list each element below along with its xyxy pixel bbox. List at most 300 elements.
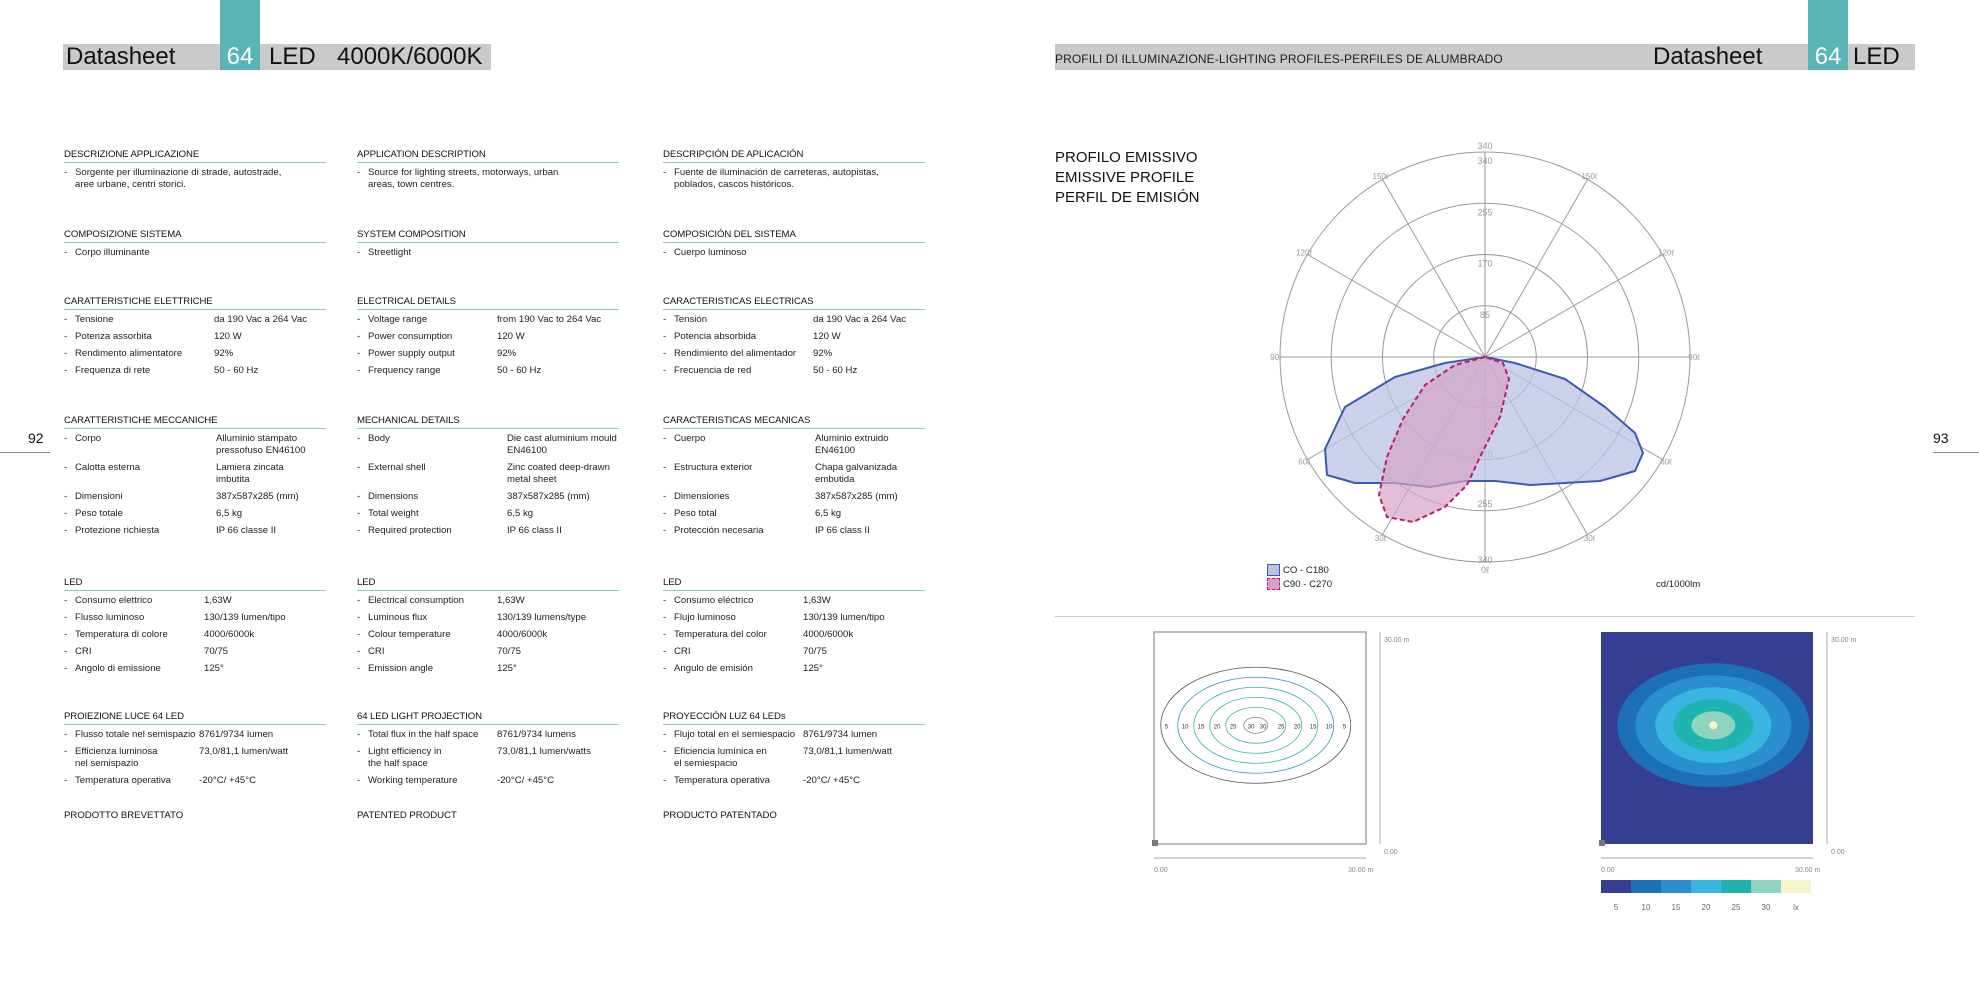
legend-swatch-c90 xyxy=(1267,578,1280,590)
spec-row xyxy=(663,491,925,508)
spec-key xyxy=(357,433,497,445)
isolux-heatmap-chart xyxy=(1592,628,1857,918)
spec-row xyxy=(64,314,326,331)
polar-angle-label: 30ℓ xyxy=(1374,533,1387,543)
spec-key-text: - Protezione richiesta xyxy=(75,524,160,536)
polar-tick-label: 340 xyxy=(1477,156,1493,166)
contour-level-label: 15 xyxy=(1197,724,1205,731)
spec-key-text: - Dimensiones xyxy=(674,490,730,502)
section-body-sys xyxy=(357,247,619,264)
scale-swatch-0 xyxy=(1601,880,1631,893)
contour-level-label: 20 xyxy=(1293,724,1301,731)
spec-key xyxy=(357,348,497,360)
spec-value: da 190 Vac a 264 Vac xyxy=(813,313,906,325)
spec-row xyxy=(64,462,326,491)
spec-key xyxy=(663,331,803,343)
spec-key xyxy=(357,508,497,520)
sys-description xyxy=(663,247,925,264)
contour-y-max: 30.00 m xyxy=(1384,637,1410,644)
spec-key xyxy=(663,508,803,520)
spec-key-text: - Dimensioni xyxy=(75,490,123,502)
spec-value: 50 - 60 Hz xyxy=(813,364,858,376)
spec-value: 70/75 xyxy=(497,645,522,657)
spec-row xyxy=(64,433,326,462)
spec-key-text: - Total flux in the half space xyxy=(368,728,479,740)
spec-row xyxy=(357,365,619,382)
spec-value: 8761/9734 lumens xyxy=(497,728,576,740)
polar-angle-label: 60ℓ xyxy=(1660,457,1672,467)
contour-level-label: 20 xyxy=(1213,724,1221,731)
spec-row xyxy=(663,663,925,680)
spec-key xyxy=(64,663,204,675)
contour-level-label: 5 xyxy=(1342,724,1347,731)
polar-spoke xyxy=(1485,179,1588,357)
spec-value: 120 W xyxy=(497,330,525,342)
spec-key xyxy=(663,365,803,377)
spec-value: 73,0/81,1 lumen/watt xyxy=(199,745,289,757)
section-title-app: APPLICATION DESCRIPTION xyxy=(357,150,619,163)
section-title-sys: COMPOSIZIONE SISTEMA xyxy=(64,230,326,243)
spec-key xyxy=(64,775,204,787)
spec-key-text: - Calotta esterna xyxy=(75,461,141,473)
spec-row xyxy=(663,314,925,331)
section-body-mech xyxy=(64,433,326,542)
spec-value: 73,0/81,1 lumen/watt xyxy=(803,745,893,757)
spec-key-text: - Cuerpo xyxy=(674,432,706,444)
spec-value: 92% xyxy=(497,347,517,359)
section-el xyxy=(663,297,925,382)
spec-row xyxy=(663,433,925,462)
polar-bottom-label: 340 xyxy=(1477,555,1493,565)
scale-swatch-2 xyxy=(1661,880,1691,893)
app-description xyxy=(663,167,925,196)
header-led-right: LED xyxy=(1853,43,1900,70)
spec-key-text: - Peso total xyxy=(674,507,717,519)
section-title-proj: PROIEZIONE LUCE 64 LED xyxy=(64,712,326,725)
legend-units: cd/1000lm xyxy=(1656,579,1701,590)
spec-key xyxy=(64,348,204,360)
contour-level-label: 10 xyxy=(1325,724,1333,731)
spec-row xyxy=(663,348,925,365)
contour-level-label: 30 xyxy=(1259,724,1267,731)
spec-key-text: - Flujo total en el semiespacio xyxy=(674,728,796,740)
spec-key-text: - Colour temperature xyxy=(368,628,451,640)
section-title-led: LED xyxy=(357,578,619,591)
polar-chart xyxy=(1270,135,1700,575)
spec-key-text: - Eficiencia lumínica en el semiespacio xyxy=(674,745,767,769)
spec-value: IP 66 class II xyxy=(815,524,870,536)
sys-description-text xyxy=(64,247,204,259)
spec-key-text: - Working temperature xyxy=(368,774,458,786)
spec-row xyxy=(357,595,619,612)
spec-key xyxy=(357,612,497,624)
contour-level-label: 10 xyxy=(1181,724,1189,731)
section-title-app: DESCRIZIONE APPLICAZIONE xyxy=(64,150,326,163)
spec-row xyxy=(64,491,326,508)
spec-key xyxy=(357,525,497,537)
spec-key-text: - Temperatura operativa xyxy=(674,774,770,786)
section-body-app xyxy=(357,167,619,196)
section-divider xyxy=(1055,616,1915,617)
sys-description xyxy=(357,247,619,264)
spec-key-text: - Tensione xyxy=(75,313,114,325)
spec-key-text: - Potenza assorbita xyxy=(75,330,152,342)
section-body-sys xyxy=(64,247,326,264)
spec-key xyxy=(663,348,803,360)
legend-label-c90: C90 - C270 xyxy=(1283,579,1333,590)
polar-angle-label: 90ℓ xyxy=(1270,353,1282,362)
legend-label-c0: CO - C180 xyxy=(1283,565,1329,576)
sys-description-text xyxy=(357,247,497,259)
profile-title: PROFILO EMISSIVO EMISSIVE PROFILE PERFIL DE EMISIÓN xyxy=(1055,149,1200,206)
spec-key-text: - Corpo xyxy=(75,432,102,444)
scale-label: 25 xyxy=(1731,903,1741,912)
spec-key xyxy=(357,663,497,675)
spec-row xyxy=(64,746,326,775)
scale-label: 20 xyxy=(1701,903,1711,912)
polar-angle-label: 30ℓ xyxy=(1583,533,1596,543)
sys-text: - Corpo illuminante xyxy=(75,246,150,258)
spec-row xyxy=(663,331,925,348)
polar-tick-label: 170 xyxy=(1477,258,1493,269)
spec-key-text: - Required protection xyxy=(368,524,452,536)
scale-label: 30 xyxy=(1761,903,1771,912)
spec-key xyxy=(357,595,497,607)
page-line-left xyxy=(0,452,50,453)
spec-key xyxy=(663,775,803,787)
spec-value: 1,63W xyxy=(204,594,232,606)
section-app xyxy=(357,150,619,196)
spec-key-text: - Light efficiency in the half space xyxy=(368,745,442,769)
spec-value: 387x587x285 (mm) xyxy=(815,490,898,502)
sys-description xyxy=(64,247,326,264)
section-el xyxy=(64,297,326,382)
header-title-right: Datasheet xyxy=(1653,43,1763,70)
section-title-el: CARATTERISTICHE ELETTRICHE xyxy=(64,297,326,310)
section-body-mech xyxy=(357,433,619,542)
heatmap-y-max: 30.00 m xyxy=(1831,637,1857,644)
spec-value: 6,5 kg xyxy=(216,507,243,519)
spec-row xyxy=(663,462,925,491)
spec-value: 1,63W xyxy=(803,594,831,606)
app-text: - Sorgente per illuminazione di strade, autostrade, aree urbane, centri storici. xyxy=(75,166,282,190)
page-number-left: 92 xyxy=(28,430,44,446)
sys-text: - Cuerpo luminoso xyxy=(674,246,747,258)
spec-value: Alluminio stampato pressofuso EN46100 xyxy=(216,432,306,456)
spec-value: from 190 Vac to 264 Vac xyxy=(497,313,602,325)
spec-key-text: - Luminous flux xyxy=(368,611,428,623)
spec-row xyxy=(663,646,925,663)
spec-row xyxy=(357,348,619,365)
contour-y-min: 0.00 xyxy=(1384,849,1398,856)
spec-value: 387x587x285 (mm) xyxy=(507,490,590,502)
section-led xyxy=(663,578,925,680)
spec-key-text: - Temperatura operativa xyxy=(75,774,171,786)
spec-key xyxy=(64,433,204,445)
spec-key-text: - Dimensions xyxy=(368,490,419,502)
scale-swatch-3 xyxy=(1691,880,1721,893)
spec-key xyxy=(357,491,497,503)
spec-value: 70/75 xyxy=(803,645,828,657)
spec-value: 6,5 kg xyxy=(815,507,842,519)
section-body-app xyxy=(663,167,925,196)
spec-key-text: - Frequenza di rete xyxy=(75,364,151,376)
spec-row xyxy=(64,612,326,629)
section-title-sys: COMPOSICIÓN DEL SISTEMA xyxy=(663,230,925,243)
polar-angle-label: 150ℓ xyxy=(1581,172,1598,182)
spec-value: Zinc coated deep-drawn metal sheet xyxy=(507,461,610,485)
spec-row xyxy=(64,646,326,663)
spec-row xyxy=(663,729,925,746)
section-title-app: DESCRIPCIÓN DE APLICACIÓN xyxy=(663,150,925,163)
spec-key-text: - Frecuencia de red xyxy=(674,364,752,376)
section-body-proj xyxy=(357,729,619,792)
scale-swatch-5 xyxy=(1751,880,1781,893)
spec-key xyxy=(64,314,204,326)
spec-key-text: - Estructura exterior xyxy=(674,461,753,473)
spec-key-text: - Protección necesaria xyxy=(674,524,764,536)
heatmap-x-max: 30.00 m xyxy=(1795,867,1821,874)
polar-spoke xyxy=(1383,179,1486,357)
legend-swatch-c0 xyxy=(1267,564,1280,576)
page-number-right: 93 xyxy=(1933,430,1949,446)
isolux-contour-chart xyxy=(1146,628,1410,883)
spec-row xyxy=(357,775,619,792)
spec-key-text: - Emission angle xyxy=(368,662,434,674)
spec-key xyxy=(663,746,803,770)
spec-key-text: - CRI xyxy=(75,645,92,657)
header-tab-right xyxy=(1808,0,1848,70)
polar-top-label: 340 xyxy=(1477,141,1493,151)
header-number-right: 64 xyxy=(1814,43,1842,70)
polar-angle-label: 90ℓ xyxy=(1688,353,1700,362)
spec-row xyxy=(663,629,925,646)
spec-value: 73,0/81,1 lumen/watts xyxy=(497,745,591,757)
spec-value: 92% xyxy=(813,347,833,359)
spec-key-text: - Efficienza luminosa nel semispazio xyxy=(75,745,158,769)
spec-value: 70/75 xyxy=(204,645,229,657)
spec-key-text: - Flusso luminoso xyxy=(75,611,145,623)
spec-key xyxy=(64,508,204,520)
spec-row xyxy=(64,663,326,680)
section-led xyxy=(64,578,326,680)
section-led xyxy=(357,578,619,680)
heatmap-x-min: 0.00 xyxy=(1601,867,1615,874)
heatmap-origin-marker xyxy=(1599,840,1605,846)
spec-key xyxy=(357,646,497,658)
scale-label: 5 xyxy=(1613,903,1619,912)
spec-key xyxy=(663,646,803,658)
spec-value: 125° xyxy=(204,662,224,674)
contour-level-label: 30 xyxy=(1247,724,1255,731)
spec-key xyxy=(64,462,204,474)
app-description-text xyxy=(357,167,597,191)
section-sys xyxy=(663,230,925,264)
spec-key-text: - Temperatura di colore xyxy=(75,628,168,640)
spec-value: 125° xyxy=(803,662,823,674)
spec-row xyxy=(357,462,619,491)
section-title-mech: CARACTERISTICAS MECANICAS xyxy=(663,416,925,429)
spec-value: 130/139 lumens/type xyxy=(497,611,587,623)
spec-row xyxy=(663,508,925,525)
section-proj xyxy=(663,712,925,792)
spec-row xyxy=(357,433,619,462)
scale-swatch-4 xyxy=(1721,880,1751,893)
header-kelvin: 4000K/6000K xyxy=(337,43,483,70)
spec-key-text: - Tensión xyxy=(674,313,708,325)
section-title-proj: PROYECCIÓN LUZ 64 LEDs xyxy=(663,712,925,725)
patent-label: PATENTED PRODUCT xyxy=(357,810,457,821)
spec-key xyxy=(64,595,204,607)
spec-key xyxy=(357,729,497,741)
spec-value: 125° xyxy=(497,662,517,674)
spec-key xyxy=(357,775,497,787)
spec-row xyxy=(64,729,326,746)
polar-tick-label: 85 xyxy=(1479,309,1491,320)
section-title-proj: 64 LED LIGHT PROJECTION xyxy=(357,712,619,725)
spec-value: 120 W xyxy=(214,330,242,342)
spec-key-text: - Power supply output xyxy=(368,347,455,359)
spec-row xyxy=(357,629,619,646)
spec-row xyxy=(357,663,619,680)
section-title-mech: CARATTERISTICHE MECCANICHE xyxy=(64,416,326,429)
spec-value: 4000/6000k xyxy=(497,628,548,640)
spec-key xyxy=(64,746,204,770)
section-title-el: ELECTRICAL DETAILS xyxy=(357,297,619,310)
app-text: - Source for lighting streets, motorways, urban areas, town centres. xyxy=(368,166,559,190)
section-mech xyxy=(64,416,326,542)
contour-frame xyxy=(1154,632,1366,844)
section-body-proj xyxy=(64,729,326,792)
spec-key xyxy=(663,629,803,641)
spec-key xyxy=(64,525,204,537)
section-title-el: CARACTERISTICAS ELECTRICAS xyxy=(663,297,925,310)
spec-key-text: - CRI xyxy=(674,645,691,657)
section-mech xyxy=(663,416,925,542)
spec-value: Chapa galvanizada embutida xyxy=(815,461,898,485)
header-subtitle: PROFILI DI ILLUMINAZIONE-LIGHTING PROFILES-PERFILES DE ALUMBRADO xyxy=(1055,52,1503,66)
spec-value: IP 66 classe II xyxy=(216,524,277,536)
spec-key xyxy=(357,314,497,326)
section-sys xyxy=(64,230,326,264)
section-title-sys: SYSTEM COMPOSITION xyxy=(357,230,619,243)
spec-value: -20°C/ +45°C xyxy=(497,774,555,786)
spec-key xyxy=(64,646,204,658)
spec-key xyxy=(663,462,803,474)
spec-key-text: - Total weight xyxy=(368,507,419,519)
spec-value: 130/139 lumen/tipo xyxy=(803,611,885,623)
contour-level-label: 5 xyxy=(1164,724,1169,731)
spec-key-text: - Consumo eléctrico xyxy=(674,594,754,606)
spec-key-text: - Power consumption xyxy=(368,330,453,342)
spec-key xyxy=(663,612,803,624)
spec-value: 50 - 60 Hz xyxy=(214,364,259,376)
spec-key-text: - Angolo di emissione xyxy=(75,662,161,674)
spec-row xyxy=(64,775,326,792)
scale-swatch-1 xyxy=(1631,880,1661,893)
spec-row xyxy=(357,646,619,663)
spec-row xyxy=(357,746,619,775)
spec-key-text: - CRI xyxy=(368,645,385,657)
spec-row xyxy=(357,491,619,508)
section-body-el xyxy=(64,314,326,382)
section-body-led xyxy=(357,595,619,680)
app-text: - Fuente de iluminación de carreteras, autopistas, poblados, cascos históricos. xyxy=(674,166,879,190)
spec-key-text: - Potencia absorbida xyxy=(674,330,757,342)
polar-angle-label: 120ℓ xyxy=(1296,248,1312,258)
header-led-left: LED xyxy=(269,43,316,70)
section-body-led xyxy=(663,595,925,680)
contour-level-label: 25 xyxy=(1229,724,1237,731)
spec-value: 387x587x285 (mm) xyxy=(216,490,299,502)
spec-key-text: - Flujo luminoso xyxy=(674,611,736,623)
spec-value: 92% xyxy=(214,347,234,359)
spec-row xyxy=(663,365,925,382)
spec-key-text: - Consumo elettrico xyxy=(75,594,153,606)
spec-row xyxy=(64,348,326,365)
spec-key xyxy=(357,365,497,377)
section-body-el xyxy=(663,314,925,382)
spec-key xyxy=(663,433,803,445)
app-description xyxy=(357,167,619,196)
heatmap-band-6 xyxy=(1709,721,1717,729)
polar-angle-label: 120ℓ xyxy=(1658,248,1674,258)
section-body-led xyxy=(64,595,326,680)
spec-key xyxy=(64,491,204,503)
sys-text: - Streetlight xyxy=(368,246,412,258)
page-line-right xyxy=(1933,452,1979,453)
spec-key-text: - Rendimiento del alimentador xyxy=(674,347,797,359)
spec-key-text: - Rendimento alimentatore xyxy=(75,347,183,359)
spec-value: -20°C/ +45°C xyxy=(803,774,861,786)
contour-level-label: 25 xyxy=(1277,724,1285,731)
spec-key xyxy=(663,729,803,741)
spec-row xyxy=(357,508,619,525)
polar-spoke xyxy=(1485,255,1663,358)
spec-row xyxy=(357,729,619,746)
scale-label: 15 xyxy=(1671,903,1681,912)
spec-row xyxy=(663,746,925,775)
spec-value: Aluminio extruido EN46100 xyxy=(815,432,889,456)
spec-key xyxy=(663,314,803,326)
spec-value: 1,63W xyxy=(497,594,525,606)
spec-value: da 190 Vac a 264 Vac xyxy=(214,313,307,325)
contour-x-min: 0.00 xyxy=(1154,867,1168,874)
section-app xyxy=(663,150,925,196)
section-proj xyxy=(357,712,619,792)
spec-key-text: - Flusso totale nel semispazio xyxy=(75,728,196,740)
spec-row xyxy=(357,314,619,331)
spec-row xyxy=(663,775,925,792)
heatmap-y-min: 0.00 xyxy=(1831,849,1845,856)
app-description-text xyxy=(64,167,304,191)
spec-key xyxy=(64,612,204,624)
spec-row xyxy=(357,612,619,629)
spec-value: -20°C/ +45°C xyxy=(199,774,257,786)
spec-row xyxy=(64,508,326,525)
polar-bottom-angle: 0ℓ xyxy=(1481,565,1489,575)
section-proj xyxy=(64,712,326,792)
sys-description-text xyxy=(663,247,803,259)
spec-row xyxy=(64,331,326,348)
spec-value: IP 66 class II xyxy=(507,524,562,536)
scale-label: lx xyxy=(1793,903,1799,912)
section-sys xyxy=(357,230,619,264)
contour-origin-marker xyxy=(1152,840,1158,846)
spec-key-text: - Temperatura del color xyxy=(674,628,767,640)
spec-row xyxy=(357,525,619,542)
section-body-el xyxy=(357,314,619,382)
